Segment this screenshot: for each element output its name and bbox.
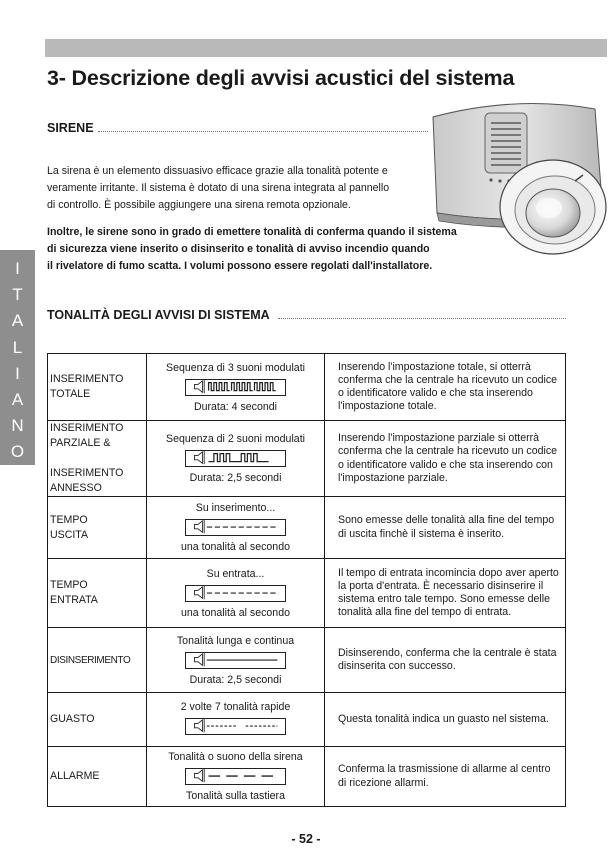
section-heading-sirene: SIRENE [47,121,94,135]
side-tab-letter: A [11,390,24,410]
table-row [48,628,566,693]
tones-table [47,353,566,807]
tone-pattern-cell [147,497,325,559]
tone-pattern-cell [147,628,325,693]
tone-name-line: INSERIMENTO [50,373,124,385]
tone-name-line: DISINSERIMENTO [50,654,131,666]
tone-caption-top: Su entrata... [206,567,265,580]
tone-name-cell [48,559,147,628]
table-row [48,559,566,628]
tone-pattern-cell [147,693,325,747]
dotted-leader [98,131,428,132]
tone-caption-top: Sequenza di 2 suoni modulati [166,433,305,445]
tone-description-cell: Questa tonalità indica un guasto nel sistema. [325,693,566,747]
tone-name-line: GUASTO [50,713,95,725]
tone-name-line: TEMPO [50,513,88,526]
section-heading-tones: TONALITÀ DEGLI AVVISI DI SISTEMA [47,308,270,322]
dotted-leader [278,318,566,319]
long-dashes-icon [185,768,286,785]
text-line: veramente irritante. Il sistema è dotato di una sirena integrata al pannello [47,182,390,194]
sirene-paragraph-2 [47,224,457,275]
tone-description-cell: Conferma la trasmissione di allarme al centro di ricezione allarmi. [325,747,566,807]
tone-caption-top: Sequenza di 3 suoni modulati [166,361,305,374]
tone-name-line: PARZIALE & [50,437,111,449]
tone-name-line: TEMPO [50,579,88,591]
tone-name-cell [48,628,147,693]
table-row [48,693,566,747]
side-tab-letter: T [12,285,23,305]
table-row [48,354,566,421]
tone-caption-top: Tonalità o suono della sirena [168,751,303,763]
side-tab-letter: O [10,442,25,462]
dashes-icon [185,519,286,536]
siren-device-illustration [425,95,612,260]
continuous-icon [185,652,286,669]
tone-caption-top: Tonalità lunga e continua [176,634,295,647]
side-tab-letter: L [12,337,23,357]
text-line: Inoltre, le sirene sono in grado di emettere tonalità di conferma quando il sistema [47,226,457,238]
tone-name-line: INSERIMENTO [50,422,124,434]
tone-name-line: ALLARME [50,770,100,782]
tone-name-cell [48,497,147,559]
tone-name-cell [48,747,147,807]
tone-caption-bottom: Tonalità sulla tastiera [186,790,285,802]
text-line: di sicurezza viene inserito o disinserito e tonalità di avviso incendio quando [47,243,430,255]
tone-name-line [50,451,146,466]
tone-pattern-cell [147,421,325,497]
tone-pattern-cell [147,747,325,807]
tone-name-cell [48,693,147,747]
header-bar [45,39,607,57]
tone-description-cell: Disinserendo, conferma che la centrale è stata disinserita con successo. [325,628,566,693]
tone-pattern-cell [147,559,325,628]
modulated-3-icon [185,379,286,396]
tone-description-cell: Inserendo l'impostazione parziale si otterrà conferma che la centrale ha ricevuto un codice o identificatore valido e che sta inserendo con l'impostazione parziale. [325,421,566,497]
text-line: La sirena è un elemento dissuasivo efficace grazie alla tonalità potente e [47,165,388,177]
tone-name-line: USCITA [50,528,89,541]
tone-caption-bottom: una tonalità al secondo [181,606,290,619]
tone-name-line: INSERIMENTO [50,467,124,479]
tone-caption-bottom: una tonalità al secondo [181,541,290,553]
page-number: - 52 - [291,832,321,846]
tone-name-line: ANNESSO [50,482,102,494]
sirene-paragraph-1 [47,163,389,214]
tone-description-cell: Sono emesse delle tonalità alla fine del tempo di uscita finchè il sistema è inserito. [325,497,566,559]
tone-caption-top: Su inserimento... [195,502,276,514]
tone-caption-bottom: Durata: 2,5 secondi [189,673,282,686]
rapid-icon [185,718,286,735]
text-line: il rivelatore di fumo scatta. I volumi possono essere regolati dall'installatore. [47,260,433,272]
side-tab-letter: N [11,416,24,436]
table-row [48,421,566,497]
tone-pattern-cell [147,354,325,421]
page-title: 3- Descrizione degli avvisi acustici del sistema [47,66,515,90]
modulated-2-icon [185,450,286,467]
tone-caption-bottom: Durata: 2,5 secondi [189,472,282,484]
side-tab-letter: I [15,363,20,383]
tone-description-cell: Il tempo di entrata incomincia dopo aver aperto la porta d'entrata. È necessario disinserire il sistema entro tale tempo. Sono emesse delle tonalità alla fine del tempo di entrata. [325,559,566,628]
tone-caption-bottom: Durata: 4 secondi [193,400,278,413]
tone-caption-top: 2 volte 7 tonalità rapide [180,701,291,713]
table-row [48,747,566,807]
tone-name-cell [48,354,147,421]
side-tab-letter: A [11,311,24,331]
tone-name-line: TOTALE [50,388,91,400]
tone-name-cell [48,421,147,497]
tone-description-cell: Inserendo l'impostazione totale, si otterrà conferma che la centrale ha ricevuto un codice o identificatore valido e che sta inserendo l'impostazione totale. [325,354,566,421]
language-side-tab [0,250,35,465]
dashes-icon [185,585,286,602]
text-line: di controllo. È possibile aggiungere una sirena remota opzionale. [47,199,351,211]
table-row [48,497,566,559]
side-tab-letter: I [15,259,20,278]
tone-name-line: ENTRATA [50,594,98,606]
